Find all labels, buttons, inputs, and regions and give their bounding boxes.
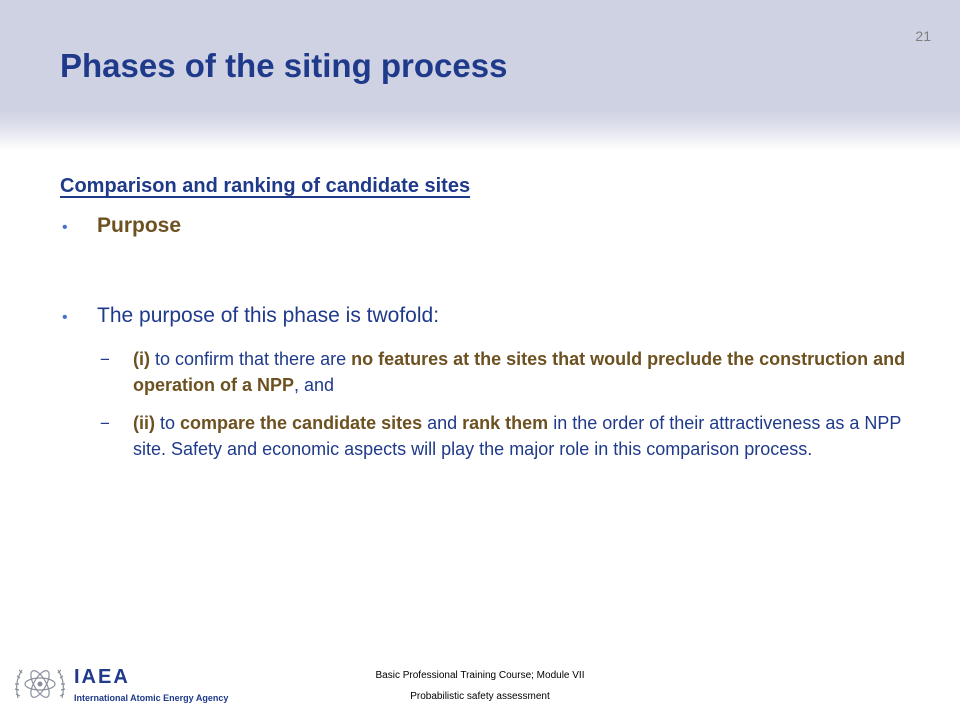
sub-item-dash: − (100, 414, 110, 433)
section-subtitle: Comparison and ranking of candidate sites (60, 175, 471, 197)
sub-item-2-label: (ii) (133, 413, 155, 433)
bullet-purpose: Purpose (97, 214, 182, 237)
sub-item-2-text-end: in the order of their attractiveness as a NPP site. Safety and economic aspects will play the major role in this comparison process. (133, 413, 902, 459)
sub-item-1-label: (i) (133, 349, 150, 369)
sub-item-2-text-mid: and (422, 413, 463, 433)
footer-course: Basic Professional Training Course; Module VII (375, 670, 585, 681)
logo-subtitle: International Atomic Energy Agency (74, 693, 229, 703)
logo-name: IAEA (74, 666, 130, 688)
sub-item-2-emphasis-rank: rank them (462, 413, 549, 433)
page-number: 21 (915, 28, 931, 44)
sub-item-2-text: to (155, 413, 181, 433)
sub-item-1 (133, 346, 908, 398)
sub-item-dash: − (100, 350, 110, 369)
bullet-marker: • (62, 219, 68, 236)
sub-item-2 (133, 410, 908, 462)
sub-item-1-text-end: , and (294, 375, 335, 395)
sub-item-1-text: to confirm that there are (150, 349, 352, 369)
bullet-marker: • (62, 309, 68, 326)
slide-title: Phases of the siting process (60, 47, 508, 84)
sub-item-2-emphasis: compare the candidate sites (180, 413, 423, 433)
sub-item-1-emphasis: no features at the sites that would preclude the construction and operation of a NPP (133, 349, 906, 395)
bullet-twofold: The purpose of this phase is twofold: (97, 304, 440, 327)
footer-module-topic: Probabilistic safety assessment (410, 691, 550, 702)
